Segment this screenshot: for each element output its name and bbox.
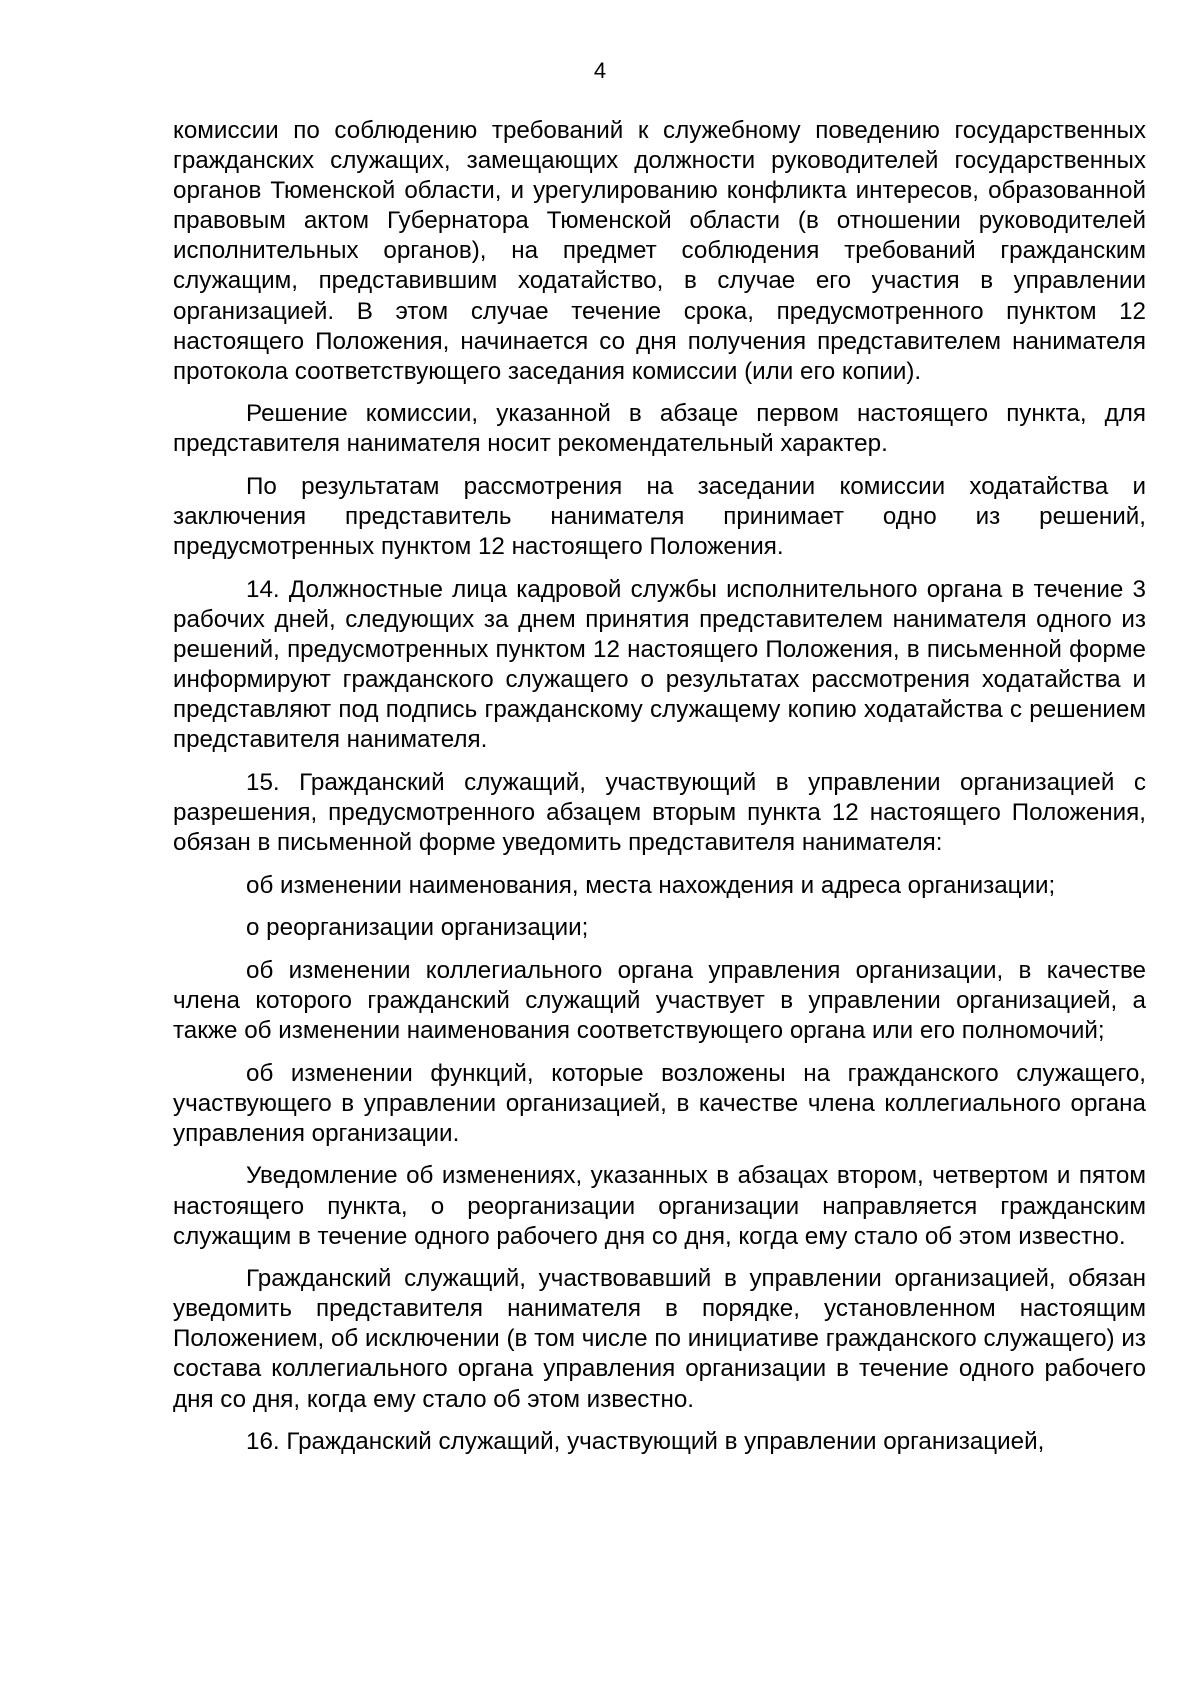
paragraph-item-15: 15. Гражданский служащий, участвующий в управлении организацией с разрешения, предусмотренного абзацем вторым пункта 12 настоящего Положения, обязан в письменной форме уведомить представителя нанимателя: — [173, 768, 1146, 857]
paragraph: об изменении функций, которые возложены на гражданского служащего, участвующего в управлении организацией, в качестве члена коллегиального органа управления организации. — [173, 1059, 1146, 1147]
page-number: 4 — [593, 58, 607, 83]
paragraph-item-14: 14. Должностные лица кадровой службы исполнительного органа в течение 3 рабочих дней, следующих за днем принятия представителем нанимателя одного из решений, предусмотренных пунктом 12 настоящего Положения, в письменной форме информируют гражданского служащего о результатах рассмотрения ходатайства и представляют под подпись гражданскому служащему копию ходатайства с решением представителя нанимателя. — [173, 575, 1146, 754]
paragraph: Решение комиссии, указанной в абзаце первом настоящего пункта, для представителя нанимателя носит рекомендательный характер. — [173, 400, 1146, 458]
paragraph: об изменении наименования, места нахождения и адреса организации; — [246, 871, 1056, 899]
paragraph-continued: комиссии по соблюдению требований к служебному поведению государственных гражданских служащих, замещающих должности руководителей государственных органов Тюменской области, и урегулированию конфликта интересов, образованной правовым актом Губернатора Тюменской области (в отношении руководителей исполнительных органов), на предмет соблюдения требований гражданским служащим, представившим ходатайство, в случае его участия в управлении организацией. В этом случае течение срока, предусмотренного пунктом 12 настоящего Положения, начинается со дня получения представителем нанимателя протокола соответствующего заседания комиссии (или его копии). — [173, 117, 1146, 385]
paragraph: об изменении коллегиального органа управления организации, в качестве члена которого гражданский служащий участвует в управлении организацией, а также об изменении наименования соответствующего органа или его полномочий; — [173, 956, 1146, 1045]
paragraph: Уведомление об изменениях, указанных в абзацах втором, четвертом и пятом настоящего пункта, о реорганизации организации направляется гражданским служащим в течение одного рабочего дня со дня, когда ему стало об этом известно. — [173, 1162, 1146, 1250]
paragraph-item-16: 16. Гражданский служащий, участвующий в управлении организацией, — [246, 1428, 1045, 1456]
paragraph: По результатам рассмотрения на заседании комиссии ходатайства и заключения представитель нанимателя принимает одно из решений, предусмотренных пунктом 12 настоящего Положения. — [173, 473, 1146, 561]
document-body — [173, 116, 1146, 1470]
paragraph: о реорганизации организации; — [246, 914, 589, 942]
paragraph: Гражданский служащий, участвовавший в управлении организацией, обязан уведомить представителя нанимателя в порядке, установленном настоящим Положением, об исключении (в том числе по инициативе гражданского служащего) из состава коллегиального органа управления организации в течение одного рабочего дня со дня, когда ему стало об этом известно. — [173, 1265, 1146, 1413]
